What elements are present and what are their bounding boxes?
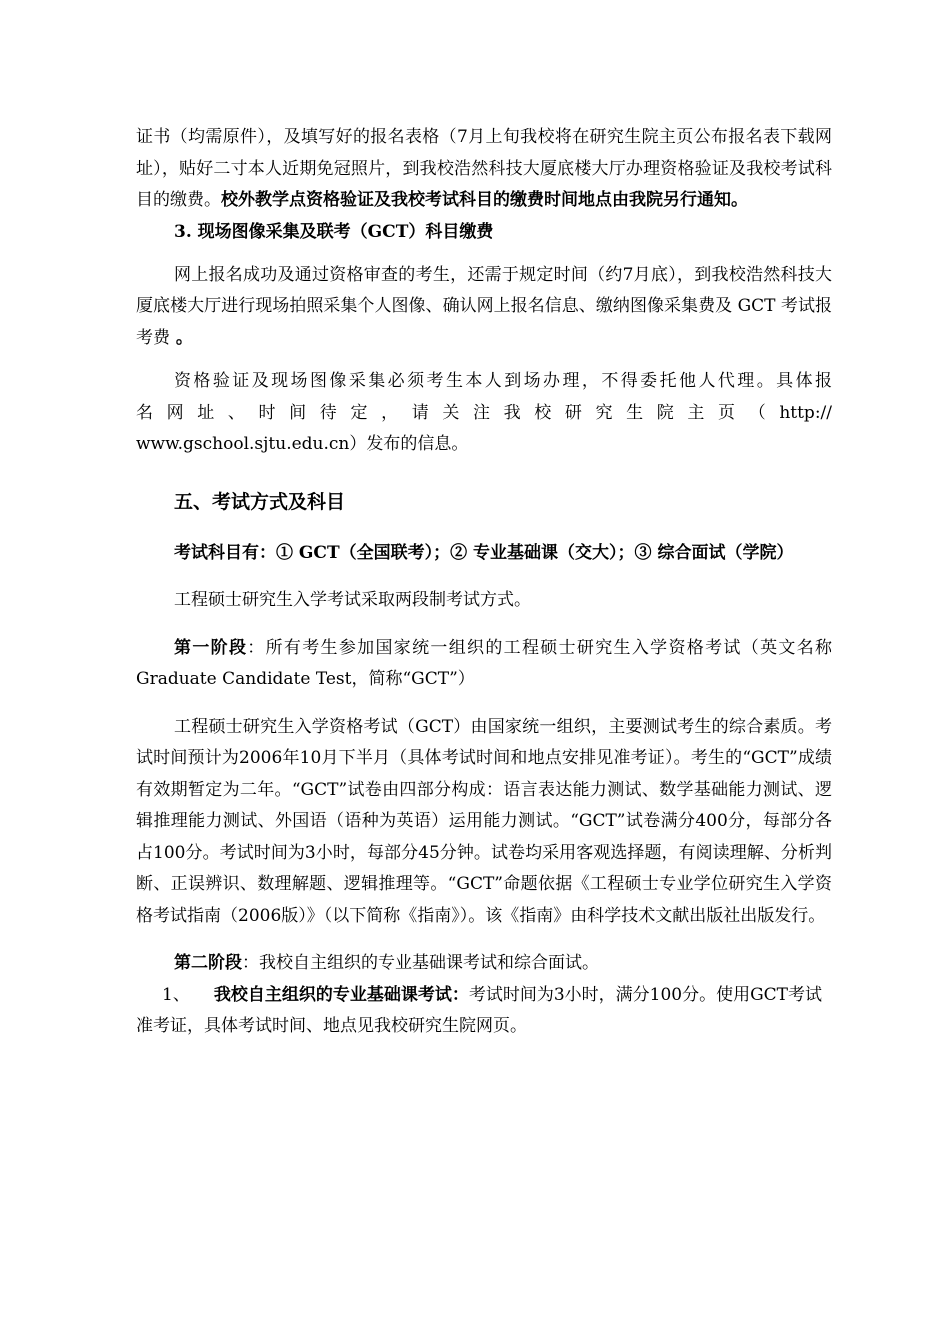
exam-subjects: 考试科目有：① GCT（全国联考）；② 专业基础课（交大）；③ 综合面试（学院） [174, 542, 794, 563]
exam-intro: 工程硕士研究生入学考试采取两段制考试方式。 [174, 590, 531, 610]
subheading-image-collection: 3. 现场图像采集及联考（GCT）科目缴费 [174, 221, 494, 242]
image-collection-text: 网上报名成功及通过资格审查的考生，还需于规定时间（约7月底），到我校浩然科技大厦底楼大厅进行现场拍照采集个人图像、确认网上报名信息、缴纳图像采集费及 GCT 考试报考费 [136, 264, 832, 348]
verification-notice: 校外教学点资格验证及我校考试科目的缴费时间地点由我院另行通知。 [221, 190, 748, 210]
list-item-1-title: 我校自主组织的专业基础课考试： [213, 984, 469, 1005]
in-person-line-2: 名 网 址 、 时 间 待 定 ， 请 关 注 我 校 研 究 生 院 主 页 （ http:// [136, 402, 832, 423]
image-collection-end: 。 [170, 327, 193, 348]
section-title: 五、考试方式及科目 [174, 490, 346, 513]
paragraph-verification [136, 122, 832, 217]
verification-text: 证书（均需原件），及填写好的报名表格（7月上旬我校将在研究生院主页公布报名表下载网址），贴好二寸本人近期免冠照片，到我校浩然科技大厦底楼大厅办理资格验证及我校考试科目的缴费。 [136, 127, 832, 210]
stage-one-label: 第一阶段 [174, 637, 248, 658]
list-item-1-text: 考试时间为3小时，满分100分。使用GCT考试准考证，具体考试时间、地点见我校研究生院网页。 [136, 984, 823, 1036]
gct-detail: 工程硕士研究生入学资格考试（GCT）由国家统一组织，主要测试考生的综合素质。考试时间预计为2006年10月下半月（具体考试时间和地点安排见准考证）。考生的“GCT”成绩有效期暂定为二年。“GCT”试卷由四部分构成：语言表达能力测试、数学基础能力测试、逻辑推理能力测试、外国语（语种为英语）运用能力测试。“GCT”试卷满分400分，每部分各占100分。考试时间为3小时，每部分45分钟。试卷均采用客观选择题，有阅读理解、分析判断、正误辨识、数理解题、逻辑推理等。“GCT”命题依据《工程硕士专业学位研究生入学资格考试指南（2006版）》（以下简称《指南》）。该《指南》由科学技术文献出版社出版发行。 [136, 716, 832, 926]
in-person-line-3: www.gschool.sjtu.edu.cn）发布的信息。 [136, 434, 469, 454]
paragraph-image-collection [136, 260, 832, 355]
stage-one [136, 633, 832, 696]
stage-two-text: ：我校自主组织的专业基础课考试和综合面试。 [242, 953, 599, 973]
stage-two [136, 948, 832, 980]
list-item-1-number: 1、 [162, 984, 190, 1005]
stage-two-label: 第二阶段 [174, 953, 242, 973]
document-page [136, 122, 832, 1043]
paragraph-in-person [136, 366, 832, 461]
in-person-line-1: 资格验证及现场图像采集必须考生本人到场办理，不得委托他人代理。具体报 [174, 371, 832, 391]
stage-one-text: ：所有考生参加国家统一组织的工程硕士研究生入学资格考试（英文名称Graduate Candidate Test，简称“GCT”） [136, 637, 833, 689]
list-item-1 [136, 980, 832, 1043]
